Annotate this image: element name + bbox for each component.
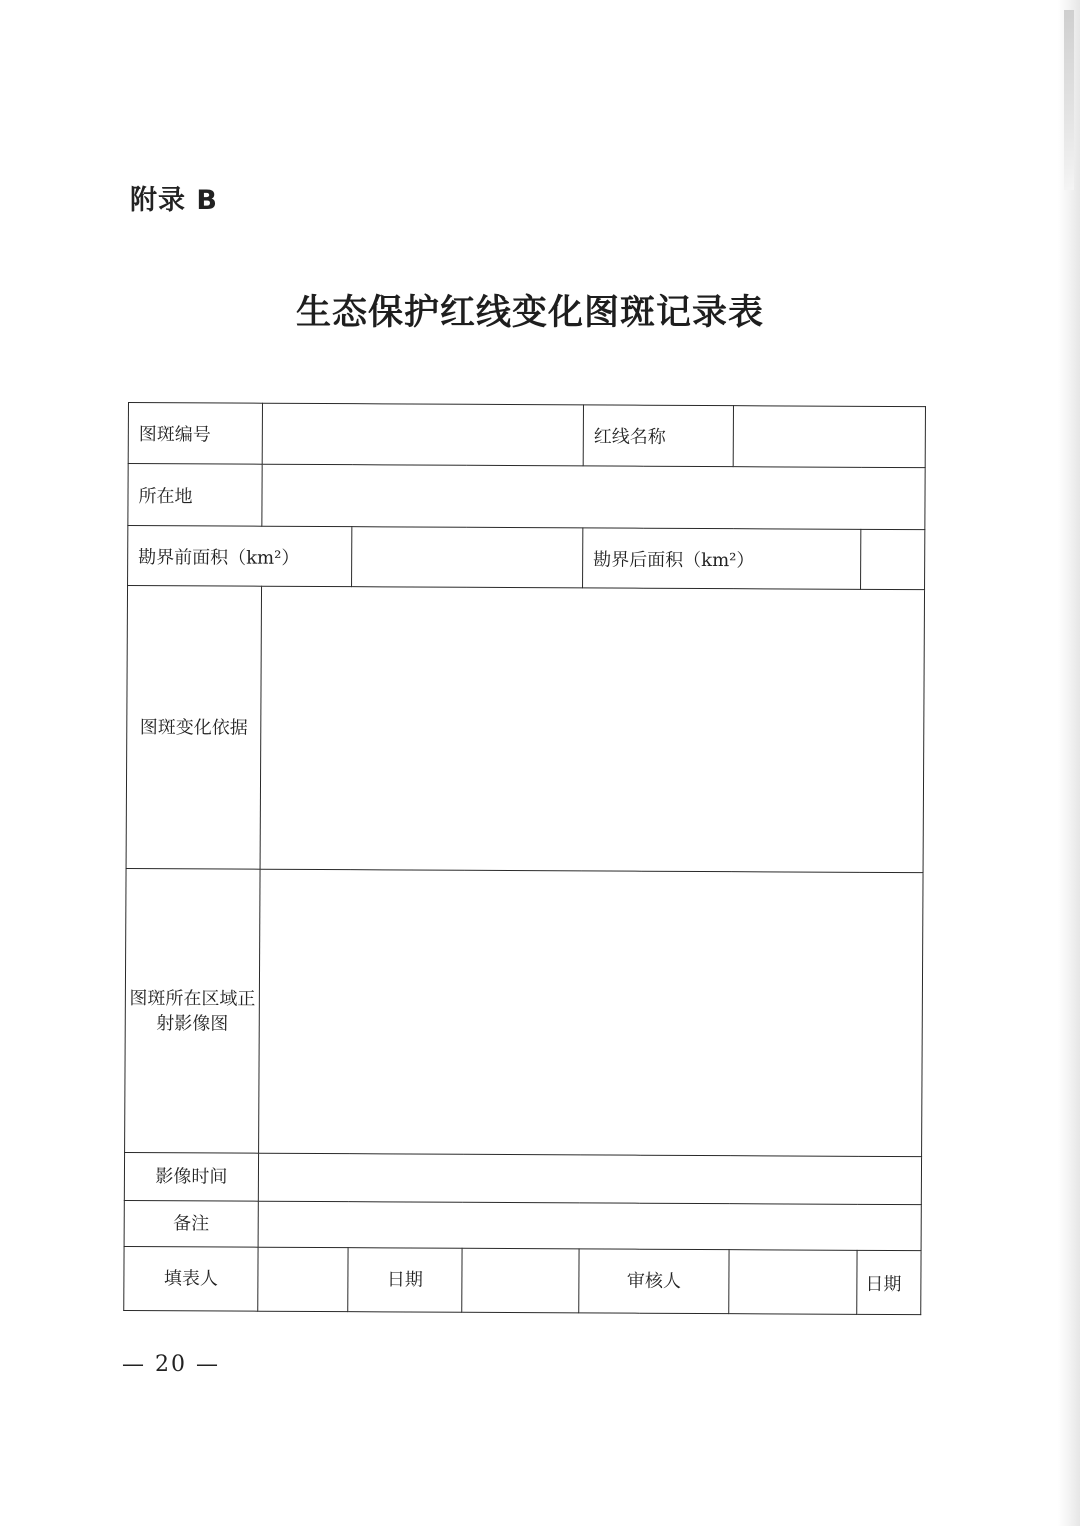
filler-field[interactable] (258, 1247, 348, 1311)
row-patch-number (128, 403, 925, 468)
row-location (128, 464, 925, 530)
reviewer-date-label: 日期 (865, 1273, 902, 1295)
filler-label: 填表人 (124, 1246, 258, 1311)
document-title: 生态保护红线变化图斑记录表 (295, 292, 764, 333)
ortho-image-label: 图斑所在区域正射影像图 (125, 868, 260, 1153)
image-time-label: 影像时间 (124, 1152, 258, 1201)
change-basis-label: 图斑变化依据 (126, 586, 261, 870)
patch-number-label: 图斑编号 (128, 403, 262, 465)
reviewer-label: 审核人 (579, 1249, 729, 1314)
remarks-label: 备注 (124, 1200, 258, 1247)
row-remarks (124, 1200, 921, 1250)
change-patch-record-form (123, 402, 926, 1315)
row-ortho-image (125, 868, 923, 1156)
patch-number-field[interactable] (262, 403, 583, 466)
image-time-field[interactable] (258, 1153, 921, 1204)
row-change-basis (126, 586, 924, 873)
page-number: — 20 — (122, 1352, 220, 1377)
remarks-field[interactable] (258, 1201, 921, 1250)
redline-name-label: 红线名称 (583, 405, 733, 467)
scan-edge-mark (1064, 10, 1074, 190)
location-label: 所在地 (128, 464, 262, 527)
row-image-time (124, 1152, 921, 1204)
area-before-label: 勘界前面积（km²） (128, 526, 352, 587)
reviewer-date-cell[interactable] (857, 1250, 921, 1314)
location-field[interactable] (262, 464, 925, 529)
page-edge-strip (1058, 0, 1080, 1526)
area-after-label: 勘界后面积（km²） (583, 528, 861, 589)
change-basis-field[interactable] (260, 586, 924, 872)
ortho-image-field[interactable] (259, 869, 923, 1156)
filler-date-label: 日期 (348, 1248, 462, 1313)
reviewer-field[interactable] (729, 1250, 857, 1315)
row-area (128, 526, 925, 590)
area-before-field[interactable] (352, 527, 583, 588)
area-after-field[interactable] (861, 529, 925, 589)
filler-date-field[interactable] (462, 1248, 579, 1313)
redline-name-field[interactable] (733, 406, 925, 468)
appendix-label: 附录 B (130, 185, 218, 216)
row-signatures (124, 1246, 921, 1314)
